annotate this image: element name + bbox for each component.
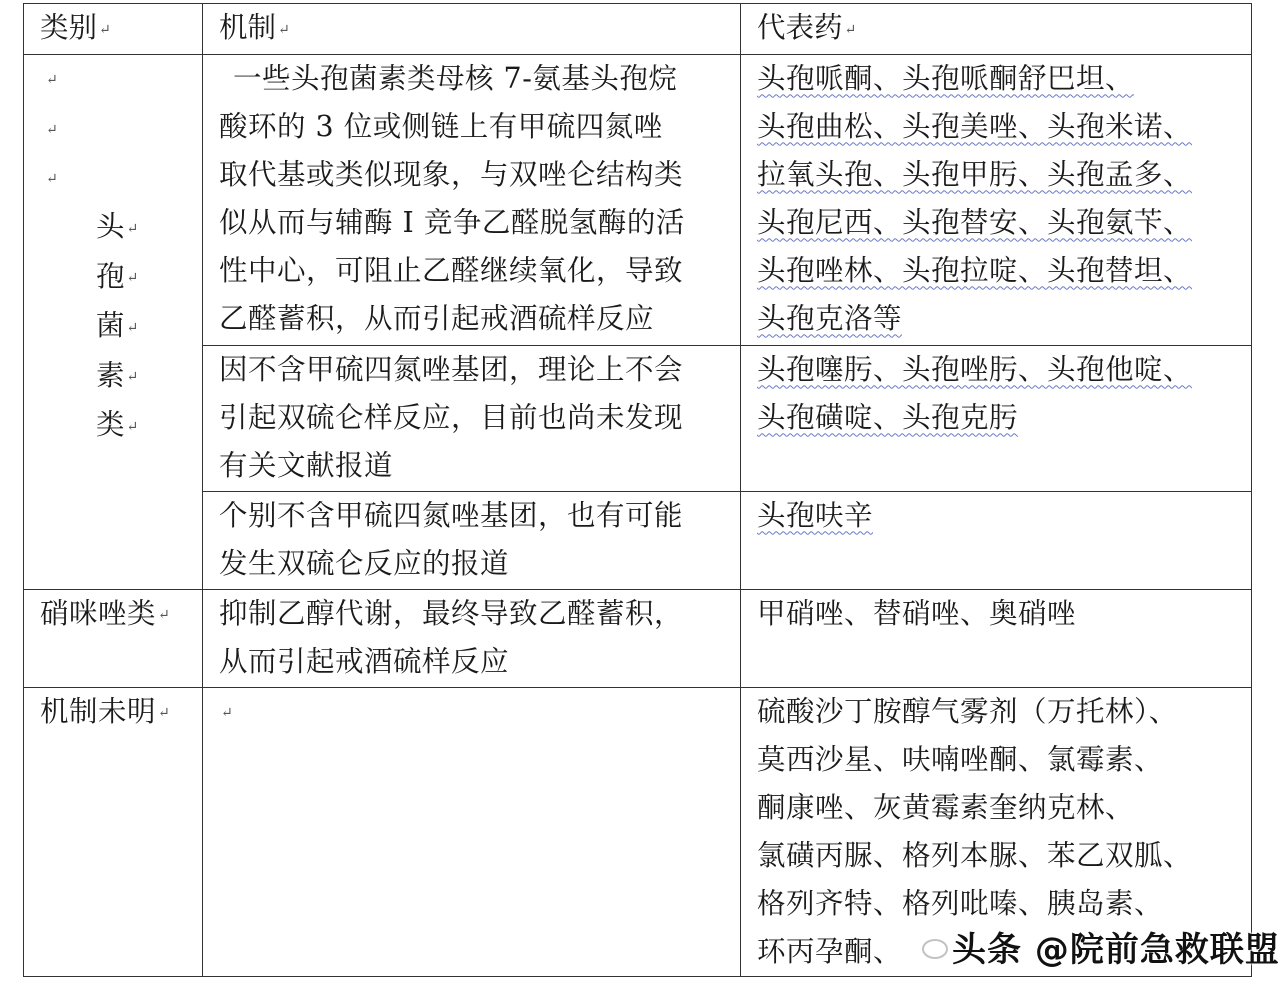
category-char: 类 ↵: [96, 408, 139, 441]
category-char: 菌 ↵: [96, 309, 139, 342]
cephalosporin-category: [40, 55, 202, 451]
cephalosporin-mechanism-3: 个别不含甲硫四氮唑基团，也有可能 发生双硫仑反应的报道: [203, 491, 741, 589]
cephalosporin-row-1: [24, 54, 1252, 345]
chat-bubble-icon: [922, 939, 948, 959]
source-watermark: 头条 @院前急救联盟: [918, 922, 1280, 971]
nitroimidazole-drugs: 甲硝唑、替硝唑、奥硝唑: [741, 589, 1252, 687]
cephalosporin-row-2: [24, 345, 1252, 491]
category-char: 头 ↵: [96, 210, 139, 243]
header-drugs: 代表药 ↵: [741, 4, 1252, 55]
nitroimidazole-mechanism: 抑制乙醇代谢，最终导致乙醛蓄积， 从而引起戒酒硫样反应: [203, 589, 741, 687]
empty-paragraph-mark: ↵: [46, 171, 58, 187]
header-row: [24, 4, 1252, 55]
cephalosporin-mechanism-1: 一些头孢菌素类母核 7-氨基头孢烷 酸环的 3 位或侧链上有甲硫四氮唑 取代基或类似现象，与双唑仑结构类 似从而与辅酶 I 竞争乙醛脱氢酶的活 性中心，可阻止乙醛继续氧化，导致 乙醛蓄积，从而引起戒酒硫样反应: [203, 54, 741, 345]
unknown-category: 机制未明 ↵: [24, 687, 203, 976]
cephalosporin-row-3: [24, 491, 1252, 589]
cephalosporin-drugs-1: 头孢哌酮、头孢哌酮舒巴坦、 头孢曲松、头孢美唑、头孢米诺、 拉氧头孢、头孢甲肟、头孢孟多、 头孢尼西、头孢替安、头孢氨苄、 头孢唑林、头孢拉啶、头孢替坦、 头孢克洛等: [741, 54, 1252, 345]
empty-paragraph-mark: ↵: [46, 72, 58, 88]
cephalosporin-drugs-3: 头孢呋辛: [741, 491, 1252, 589]
nitroimidazole-category: 硝咪唑类 ↵: [24, 589, 203, 687]
cephalosporin-mechanism-2: 因不含甲硫四氮唑基团，理论上不会 引起双硫仑样反应，目前也尚未发现 有关文献报道: [203, 345, 741, 491]
cephalosporin-drugs-2: 头孢噻肟、头孢唑肟、头孢他啶、 头孢磺啶、头孢克肟: [741, 345, 1252, 491]
category-char: 孢 ↵: [96, 259, 139, 293]
nitroimidazole-row: [24, 589, 1252, 687]
unknown-drugs: 硫酸沙丁胺醇气雾剂（万托林）、 莫西沙星、呋喃唑酮、氯霉素、 酮康唑、灰黄霉素奎纳克林、 氯磺丙脲、格列本脲、苯乙双胍、 格列齐特、格列吡嗪、胰岛素、 环丙孕酮、: [741, 687, 1252, 976]
category-char: 素 ↵: [96, 358, 139, 392]
header-category: 类别 ↵: [24, 4, 203, 55]
unknown-mechanism: ↵: [203, 687, 741, 976]
drug-reaction-table: [23, 3, 1252, 977]
cephalosporin-category-cell: [24, 54, 203, 589]
header-mechanism: 机制 ↵: [203, 4, 741, 55]
empty-paragraph-mark: ↵: [46, 121, 58, 138]
